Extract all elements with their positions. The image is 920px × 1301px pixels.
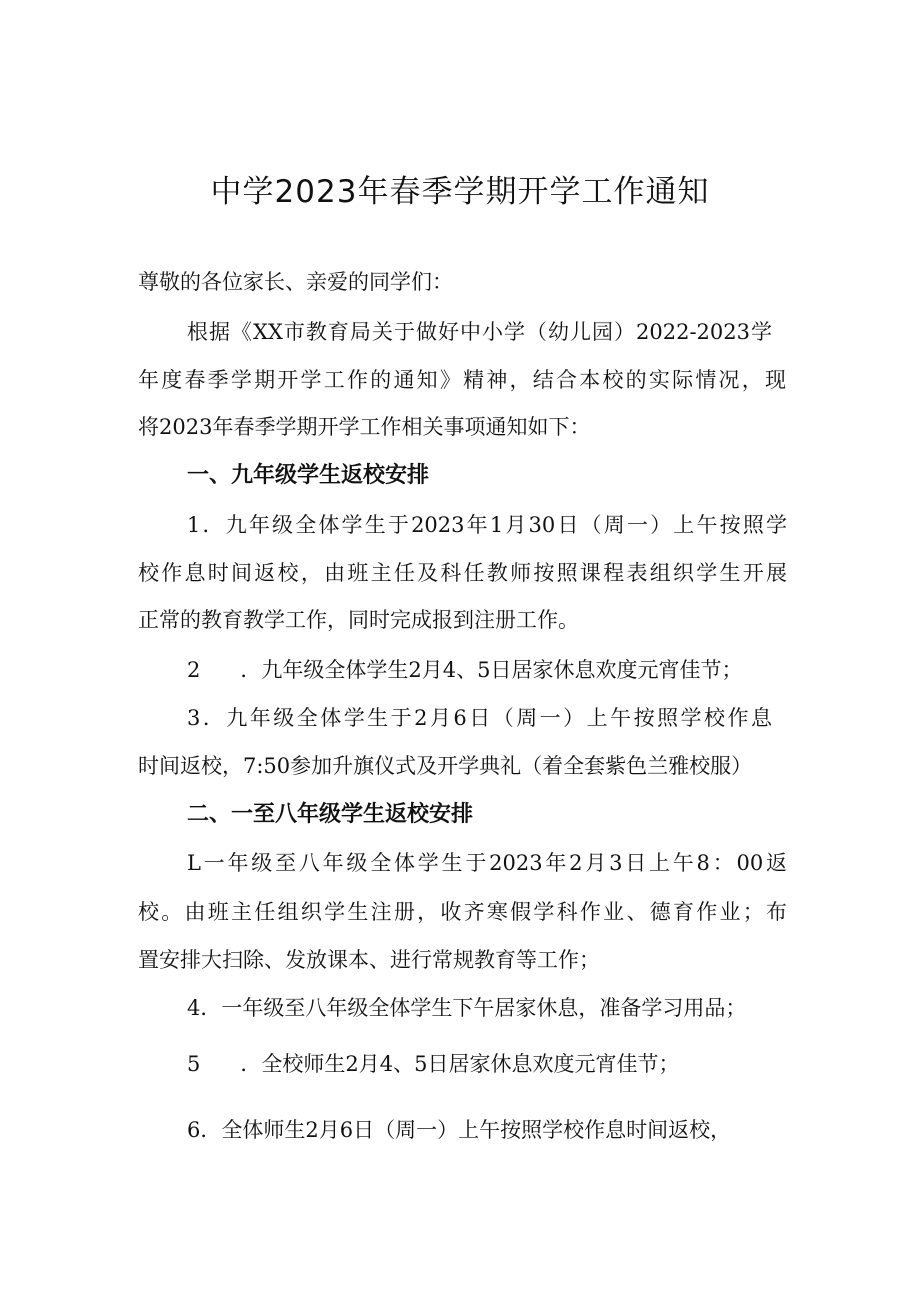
intro-line-2: 年度春季学期开学工作的通知》精神，结合本校的实际情况，现: [138, 368, 786, 392]
section-1-item-3-line-2: 时间返校，7:50参加升旗仪式及开学典礼（着全套紫色兰雅校服）: [138, 754, 753, 778]
section-2-heading: 二、一至八年级学生返校安排: [187, 802, 474, 827]
section-1-item-2: [187, 660, 742, 681]
intro-line-1: 根据《XX市教育局关于做好中小学（幼儿园）2022-2023学: [187, 320, 772, 344]
section-1-item-3-line-1: 3．九年级全体学生于2月6日（周一）上午按照学校作息: [187, 706, 772, 730]
greeting: 尊敬的各位家长、亲爱的同学们：: [138, 270, 453, 294]
section-2-item-6: 6．全体师生2月6日（周一）上午按照学校作息时间返校，: [187, 1118, 732, 1142]
section-1-heading: 一、九年级学生返校安排: [187, 463, 430, 488]
section-1-item-2-text: ．九年级全体学生2月4、5日居家休息欢度元宵佳节；: [240, 658, 743, 682]
section-1-item-2-number: 2: [187, 658, 201, 682]
section-2-item-5-number: 5: [187, 1052, 201, 1076]
section-2-item-1-line-1: L一年级至八年级全体学生于2023年2月3日上午8：00返: [187, 851, 787, 875]
section-2-item-5-text: ．全校师生2月4、5日居家休息欢度元宵佳节；: [240, 1052, 680, 1076]
section-1-item-1-line-3: 正常的教育教学工作，同时完成报到注册工作。: [138, 608, 579, 632]
section-2-item-1-line-2: 校。由班主任组织学生注册，收齐寒假学科作业、德育作业；布: [138, 900, 787, 924]
document-title: 中学2023年春季学期开学工作通知: [210, 174, 710, 210]
section-1-item-1-line-2: 校作息时间返校，由班主任及科任教师按照课程表组织学生开展: [138, 561, 787, 585]
section-2-item-5: [187, 1054, 679, 1075]
section-1-item-1-line-1: 1．九年级全体学生于2023年1月30日（周一）上午按照学: [187, 513, 787, 537]
section-2-item-4: 4．一年级至八年级全体学生下午居家休息，准备学习用品；: [187, 996, 747, 1020]
section-2-item-1-line-3: 置安排大扫除、发放课本、进行常规教育等工作；: [138, 948, 600, 972]
intro-line-3: 将2023年春季学期开学工作相关事项通知如下：: [138, 415, 591, 439]
